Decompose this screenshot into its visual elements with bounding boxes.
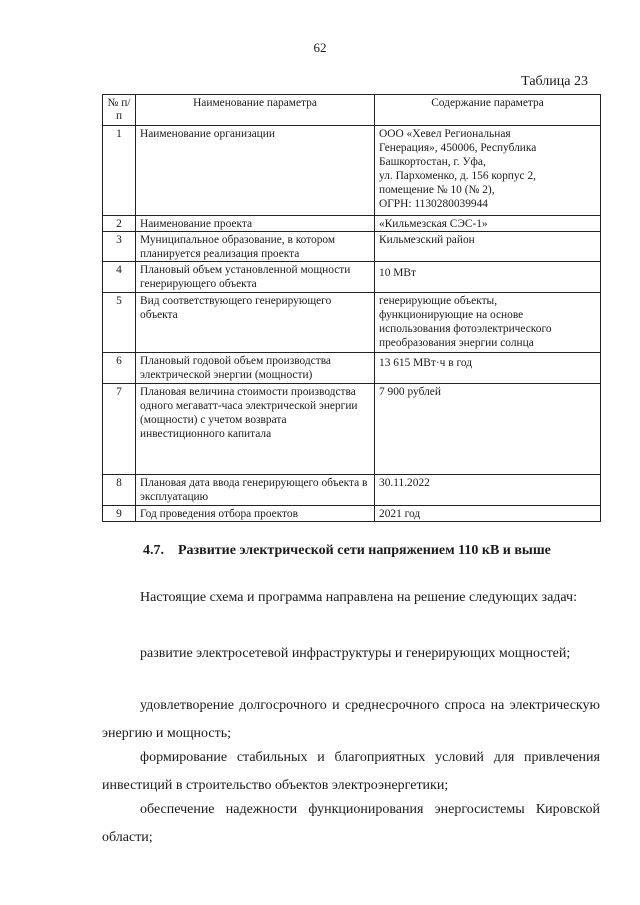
row-number: 6 [103,353,136,384]
value-line: генерирующие объекты, [379,295,498,307]
table-row [103,353,601,384]
paragraph-text: формирование стабильных и благоприятных условий для привлечения инвестиций в строительство объектов электроэнергетики; [102,750,600,793]
row-number: 3 [103,232,136,262]
value-line: 30.11.2022 [379,477,430,489]
value-line: использования фотоэлектрического [379,323,552,335]
row-value [375,216,601,232]
row-number: 4 [103,262,136,293]
paragraph [102,796,600,852]
paragraph-text: Настоящие схема и программа направлена на решение следующих задач: [140,590,577,605]
paragraph [102,584,600,612]
page-number: 62 [313,40,327,55]
value-line: Кильмезский район [379,234,475,246]
value-line: функционирующие на основе [379,309,524,321]
value-line: 10 МВт [379,267,416,279]
row-number: 5 [103,293,136,353]
paragraph [102,692,600,748]
row-parameter: Плановая дата ввода генерирующего объекта в эксплуатацию [136,475,375,506]
row-parameter: Муниципальное образование, в котором планируется реализация проекта [136,232,375,262]
value-line: преобразования энергии солнца [379,337,534,349]
table-header-row [103,95,601,126]
table-row [103,384,601,475]
row-number: 7 [103,384,136,475]
header-parameter-name: Наименование параметра [136,95,375,126]
row-value [375,506,601,522]
value-line: 2021 год [379,508,421,520]
row-value [375,353,601,384]
row-number: 1 [103,126,136,216]
table-row [103,293,601,353]
header-parameter-content: Содержание параметра [375,95,601,126]
row-value [375,384,601,475]
row-value [375,475,601,506]
table-row [103,262,601,293]
row-number: 2 [103,216,136,232]
table-caption: Таблица 23 [521,74,588,89]
header-number: № п/п [103,95,136,126]
row-number: 9 [103,506,136,522]
value-line: ООО «Хевел Региональная [379,128,511,140]
paragraph [102,640,600,668]
value-line: 13 615 МВт·ч в год [379,357,473,369]
row-parameter: Плановая величина стоимости производства одного мегаватт-часа электрической энергии (мощности) с учетом возврата инвестиционного капитала [136,384,375,475]
row-value [375,293,601,353]
row-value [375,126,601,216]
section-number: 4.7. [143,543,164,558]
value-line: Генерация», 450006, Республика [379,142,537,154]
paragraph-text: удовлетворение долгосрочного и среднесрочного спроса на электрическую энергию и мощность; [102,698,600,741]
row-value [375,262,601,293]
table-row [103,216,601,232]
row-parameter: Вид соответствующего генерирующего объекта [136,293,375,353]
table-row [103,506,601,522]
value-line: Башкортостан, г. Уфа, [379,156,486,168]
section-heading [143,543,551,559]
paragraph [102,744,600,800]
row-number: 8 [103,475,136,506]
row-parameter: Плановый объем установленной мощности генерирующего объекта [136,262,375,293]
row-parameter: Наименование организации [136,126,375,216]
row-parameter: Плановый годовой объем производства электрической энергии (мощности) [136,353,375,384]
row-value [375,232,601,262]
paragraph-text: развитие электросетевой инфраструктуры и генерирующих мощностей; [140,646,571,661]
paragraph-text: обеспечение надежности функционирования энергосистемы Кировской области; [102,802,600,845]
value-line: ОГРН: 1130280039944 [379,198,489,210]
row-parameter: Год проведения отбора проектов [136,506,375,522]
value-line: «Кильмезская СЭС-1» [379,218,488,230]
table-row [103,475,601,506]
parameters-table [102,94,601,522]
value-line: 7 900 рублей [379,386,441,398]
row-parameter: Наименование проекта [136,216,375,232]
section-title: Развитие электрической сети напряжением 110 кВ и выше [178,543,551,558]
value-line: помещение № 10 (№ 2), [379,184,495,196]
value-line: ул. Пархоменко, д. 156 корпус 2, [379,170,537,182]
table-row [103,232,601,262]
table-row [103,126,601,216]
